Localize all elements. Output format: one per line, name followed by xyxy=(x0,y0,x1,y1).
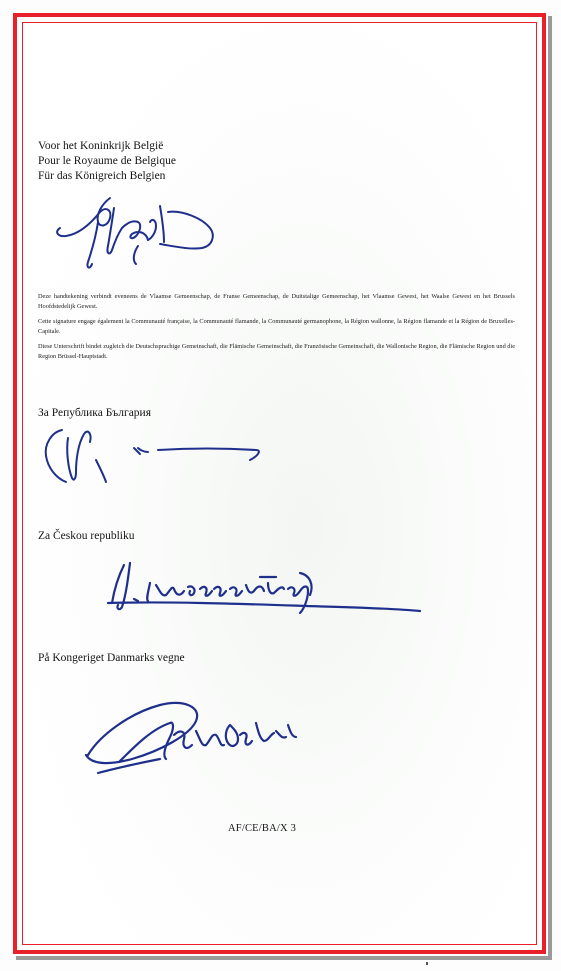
denmark-signature xyxy=(80,695,310,785)
belgium-heading-fr: Pour le Royaume de Belgique xyxy=(38,155,176,167)
czech-signature xyxy=(100,555,430,625)
belgium-heading-de: Für das Königreich Belgien xyxy=(38,170,166,182)
denmark-heading-text: På Kongeriget Danmarks vegne xyxy=(38,652,185,664)
belgium-heading-nl: Voor het Koninkrijk België xyxy=(38,140,164,152)
czech-heading-text: Za Českou republiku xyxy=(38,530,135,542)
frame-shadow-bottom xyxy=(16,956,552,960)
belgium-heading xyxy=(38,139,176,184)
scan-dot xyxy=(426,962,428,965)
bulgaria-heading-text: За Република България xyxy=(38,407,151,419)
belgium-signature xyxy=(52,188,222,278)
note-paragraph-fr: Cette signature engage également la Communauté française, la Communauté flamande, la Communauté germanophone, la Région wallonne, la Région flamande et la Région de Bruxelles-Capitale. xyxy=(38,318,515,335)
denmark-heading xyxy=(38,651,185,666)
note-paragraph-nl: Deze handtekening verbindt eveneens de Vlaamse Gemeenschap, de Franse Gemeenschap, de Duitstalige Gemeenschap, het Vlaamse Gewest, het Waalse Gewest en het Brussels Hoofdstedelijk Gewest. xyxy=(38,293,515,310)
bulgaria-heading xyxy=(38,406,151,421)
document-reference: AF/CE/BA/X 3 xyxy=(228,823,297,834)
czech-heading xyxy=(38,529,134,544)
bulgaria-signature xyxy=(40,420,270,490)
note-paragraph-de: Diese Unterschrift bindet zugleich die Deutschsprachige Gemeinschaft, die Flämische Gemeinschaft, die Französische Gemeinschaft, die Wallonische Region, die Flämische Region und die Region Brüssel-Hauptstadt. xyxy=(38,343,515,360)
frame-shadow-right xyxy=(548,16,552,958)
belgium-binding-note xyxy=(38,292,515,367)
